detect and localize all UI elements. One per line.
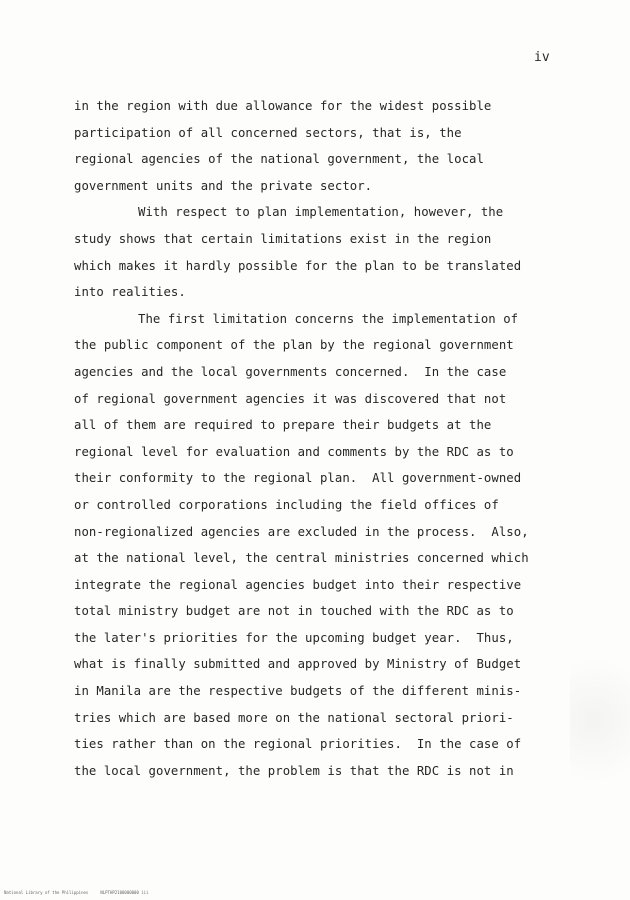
text-line: integrate the regional agencies budget into their respective xyxy=(74,577,522,592)
text-line: the local government, the problem is that the RDC is not in xyxy=(74,763,514,778)
text-line: study shows that certain limitations exist in the region xyxy=(74,231,492,246)
text-line: of regional government agencies it was discovered that not xyxy=(74,391,507,406)
text-line: at the national level, the central ministries concerned which xyxy=(74,551,529,566)
text-line: in Manila are the respective budgets of the different minis- xyxy=(74,684,522,699)
text-line: participation of all concerned sectors, that is, the xyxy=(74,125,462,140)
scan-footer: National Library of the Philippines NLPTHP2100000000 iii xyxy=(4,890,149,895)
document-body xyxy=(74,93,584,784)
text-line: regional level for evaluation and comments by the RDC as to xyxy=(74,444,514,459)
text-line: what is finally submitted and approved by Ministry of Budget xyxy=(74,657,522,672)
text-line: or controlled corporations including the field offices of xyxy=(74,497,499,512)
text-line: which makes it hardly possible for the plan to be translated xyxy=(74,258,522,273)
text-line: The first limitation concerns the implementation of xyxy=(138,311,519,326)
text-line: their conformity to the regional plan. All government-owned xyxy=(74,471,522,486)
text-line: total ministry budget are not in touched with the RDC as to xyxy=(74,604,514,619)
text-line: regional agencies of the national government, the local xyxy=(74,152,484,167)
text-line: into realities. xyxy=(74,285,186,300)
text-line: tries which are based more on the national sectoral priori- xyxy=(74,710,514,725)
text-line: With respect to plan implementation, however, the xyxy=(138,205,504,220)
text-line: the public component of the plan by the regional government xyxy=(74,338,514,353)
text-line: in the region with due allowance for the widest possible xyxy=(74,99,492,113)
text-line: non-regionalized agencies are excluded in the process. Also, xyxy=(74,524,529,539)
text-line: the later's priorities for the upcoming budget year. Thus, xyxy=(74,630,514,645)
text-line: government units and the private sector. xyxy=(74,178,373,193)
page-number: iv xyxy=(534,50,550,65)
text-line: agencies and the local governments concerned. In the case xyxy=(74,364,507,379)
text-line: all of them are required to prepare their budgets at the xyxy=(74,418,492,433)
text-line: ties rather than on the regional priorities. In the case of xyxy=(74,737,522,752)
